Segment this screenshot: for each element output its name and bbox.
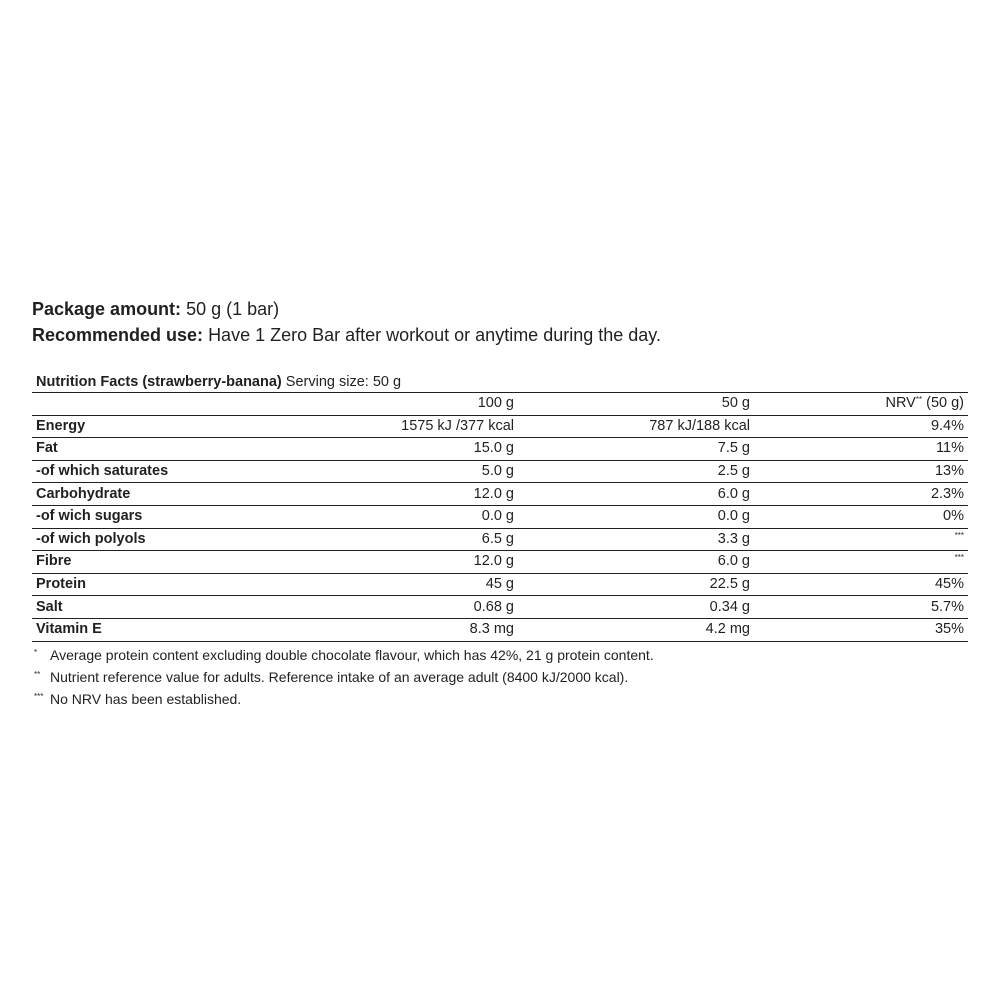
recommended-use-line bbox=[32, 322, 972, 348]
nutrient-name: Energy bbox=[32, 415, 182, 438]
nutrient-name: -of wich polyols bbox=[32, 528, 182, 551]
nutrition-caption bbox=[32, 372, 968, 392]
footnote-mark: *** bbox=[34, 691, 44, 701]
value-per-50g: 6.0 g bbox=[518, 483, 754, 506]
nutrient-name: Protein bbox=[32, 573, 182, 596]
value-per-50g: 3.3 g bbox=[518, 528, 754, 551]
footnote-mark: ** bbox=[34, 669, 41, 679]
value-nrv: 13% bbox=[754, 460, 968, 483]
value-nrv: 35% bbox=[754, 618, 968, 641]
value-nrv bbox=[754, 551, 968, 574]
package-amount-label: Package amount: bbox=[32, 299, 182, 319]
table-row bbox=[32, 528, 968, 551]
table-row bbox=[32, 573, 968, 596]
recommended-use-value: Have 1 Zero Bar after workout or anytime during the day. bbox=[208, 325, 661, 345]
nrv-label: NRV bbox=[885, 395, 916, 412]
table-row bbox=[32, 596, 968, 619]
nutrient-name: Carbohydrate bbox=[32, 483, 182, 506]
header-cell-nrv bbox=[754, 393, 968, 416]
value-per-50g: 7.5 g bbox=[518, 438, 754, 461]
footnote-mark: * bbox=[34, 647, 38, 657]
footnote-text: Average protein content excluding double chocolate flavour, which has 42%, 21 g protein content. bbox=[50, 646, 654, 663]
nutrition-title: Nutrition Facts (strawberry-banana) bbox=[36, 374, 282, 390]
package-amount-value: 50 g (1 bar) bbox=[186, 299, 280, 319]
table-row bbox=[32, 415, 968, 438]
value-nrv: 2.3% bbox=[754, 483, 968, 506]
value-nrv bbox=[754, 528, 968, 551]
value-per-100g: 6.5 g bbox=[182, 528, 518, 551]
nutrient-name: -of which saturates bbox=[32, 460, 182, 483]
value-per-100g: 5.0 g bbox=[182, 460, 518, 483]
no-nrv-mark: *** bbox=[954, 553, 964, 563]
header-cell-per-100g: 100 g bbox=[182, 393, 518, 416]
nrv-footnote-mark: ** bbox=[915, 395, 923, 405]
table-row bbox=[32, 551, 968, 574]
value-per-50g: 6.0 g bbox=[518, 551, 754, 574]
value-nrv: 45% bbox=[754, 573, 968, 596]
nutrient-name: Fibre bbox=[32, 551, 182, 574]
value-per-50g: 2.5 g bbox=[518, 460, 754, 483]
value-per-100g: 0.68 g bbox=[182, 596, 518, 619]
value-nrv: 5.7% bbox=[754, 596, 968, 619]
nutrition-table bbox=[32, 392, 968, 642]
header-cell-name bbox=[32, 393, 182, 416]
table-row bbox=[32, 460, 968, 483]
footnotes bbox=[32, 643, 968, 709]
value-per-100g: 8.3 mg bbox=[182, 618, 518, 641]
nrv-serving: (50 g) bbox=[926, 395, 964, 412]
value-per-100g: 45 g bbox=[182, 573, 518, 596]
footnote-text: No NRV has been established. bbox=[50, 690, 242, 707]
value-per-100g: 12.0 g bbox=[182, 551, 518, 574]
value-nrv: 11% bbox=[754, 438, 968, 461]
value-nrv: 0% bbox=[754, 505, 968, 528]
nutrient-name: Fat bbox=[32, 438, 182, 461]
nutrient-name: Salt bbox=[32, 596, 182, 619]
product-info bbox=[32, 296, 972, 348]
value-per-100g: 0.0 g bbox=[182, 505, 518, 528]
footnote bbox=[32, 687, 968, 709]
value-per-50g: 4.2 mg bbox=[518, 618, 754, 641]
nutrient-name: Vitamin E bbox=[32, 618, 182, 641]
value-per-50g: 22.5 g bbox=[518, 573, 754, 596]
nutrition-facts bbox=[32, 372, 968, 709]
package-amount-line bbox=[32, 296, 972, 322]
value-per-100g: 12.0 g bbox=[182, 483, 518, 506]
nutrient-name: -of wich sugars bbox=[32, 505, 182, 528]
value-per-50g: 0.34 g bbox=[518, 596, 754, 619]
table-row bbox=[32, 505, 968, 528]
value-per-100g: 15.0 g bbox=[182, 438, 518, 461]
value-nrv: 9.4% bbox=[754, 415, 968, 438]
serving-size: Serving size: 50 g bbox=[285, 374, 402, 390]
recommended-use-label: Recommended use: bbox=[32, 325, 204, 345]
footnote bbox=[32, 665, 968, 687]
table-header-row bbox=[32, 393, 968, 416]
header-cell-per-50g: 50 g bbox=[518, 393, 754, 416]
footnote-text: Nutrient reference value for adults. Reference intake of an average adult (8400 kJ/2000 kcal). bbox=[50, 668, 629, 685]
table-row bbox=[32, 618, 968, 641]
table-row bbox=[32, 483, 968, 506]
footnote bbox=[32, 643, 968, 665]
value-per-50g: 0.0 g bbox=[518, 505, 754, 528]
value-per-100g: 1575 kJ /377 kcal bbox=[182, 415, 518, 438]
table-row bbox=[32, 438, 968, 461]
no-nrv-mark: *** bbox=[954, 530, 964, 540]
value-per-50g: 787 kJ/188 kcal bbox=[518, 415, 754, 438]
